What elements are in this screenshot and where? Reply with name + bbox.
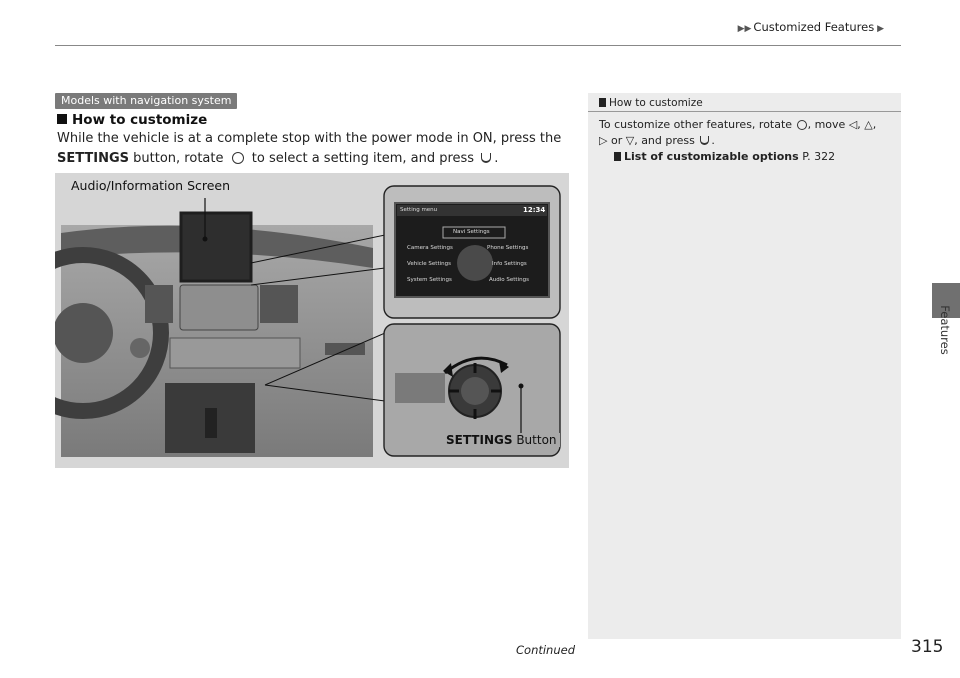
body-text: button, rotate bbox=[129, 151, 228, 166]
screen-title: Setting menu bbox=[400, 207, 438, 213]
reference-marker-icon bbox=[614, 152, 621, 161]
screen-item: Camera Settings bbox=[407, 245, 453, 251]
dashboard-figure bbox=[55, 173, 569, 468]
left-arrow-icon: ◁ bbox=[848, 118, 858, 131]
screen-item: System Settings bbox=[407, 277, 452, 283]
down-arrow-icon: ▽ bbox=[625, 134, 635, 147]
dashboard-illustration bbox=[55, 173, 569, 468]
note-line-2: ▷ or ▽, and press . bbox=[599, 134, 715, 147]
screen-clock: 12:34 bbox=[523, 206, 546, 214]
note-marker-icon bbox=[599, 98, 606, 107]
model-badge: Models with navigation system bbox=[55, 93, 237, 109]
arrow-icon: ▶ bbox=[874, 24, 884, 34]
screen-item: Navi Settings bbox=[453, 229, 490, 235]
link-page[interactable]: P. 322 bbox=[802, 150, 836, 163]
screen-item: Info Settings bbox=[492, 261, 527, 267]
chapter-tab-label: Features bbox=[938, 305, 952, 355]
body-text: . bbox=[494, 151, 499, 166]
cross-reference-link[interactable] bbox=[614, 150, 835, 163]
body-line-1: While the vehicle is at a complete stop with the power mode in ON, press the bbox=[57, 131, 562, 146]
settings-keyword: SETTINGS bbox=[57, 151, 130, 166]
callout-bold: SETTINGS bbox=[446, 433, 513, 447]
callout-text: Button bbox=[516, 433, 557, 447]
screen-item: Phone Settings bbox=[487, 245, 529, 251]
breadcrumb-label: Customized Features bbox=[753, 20, 875, 34]
interface-dial-icon bbox=[232, 152, 244, 164]
right-arrow-icon: ▷ bbox=[599, 134, 608, 147]
screen-item: Vehicle Settings bbox=[407, 261, 451, 267]
up-arrow-icon: △ bbox=[864, 118, 873, 131]
press-dial-icon bbox=[481, 153, 491, 163]
screen-callout: Audio/Information Screen bbox=[71, 178, 231, 193]
link-text[interactable]: List of customizable options bbox=[624, 150, 799, 163]
breadcrumb bbox=[738, 20, 886, 34]
note-title bbox=[599, 97, 703, 109]
press-dial-icon bbox=[700, 136, 709, 145]
interface-dial-icon bbox=[797, 120, 807, 130]
screen-item: Audio Settings bbox=[489, 277, 529, 283]
header-divider bbox=[55, 45, 901, 46]
section-square-icon bbox=[57, 114, 67, 124]
side-note bbox=[588, 93, 901, 639]
note-text: , and press bbox=[634, 134, 695, 147]
note-text: , move bbox=[807, 118, 846, 131]
settings-button-callout bbox=[443, 433, 560, 447]
note-divider bbox=[588, 111, 901, 112]
page-number: 315 bbox=[911, 637, 944, 657]
body-line-2 bbox=[57, 151, 498, 166]
double-arrow-icon: ▶▶ bbox=[737, 24, 752, 34]
note-text: or bbox=[610, 134, 623, 147]
section-title-text: How to customize bbox=[72, 112, 208, 128]
note-line-1: To customize other features, rotate , move ◁, △, bbox=[599, 118, 877, 131]
body-text: to select a setting item, and press bbox=[247, 151, 479, 166]
note-text: To customize other features, rotate bbox=[599, 118, 793, 131]
note-title-text: How to customize bbox=[609, 97, 703, 109]
continued-label: Continued bbox=[516, 643, 576, 657]
section-title bbox=[57, 112, 207, 128]
